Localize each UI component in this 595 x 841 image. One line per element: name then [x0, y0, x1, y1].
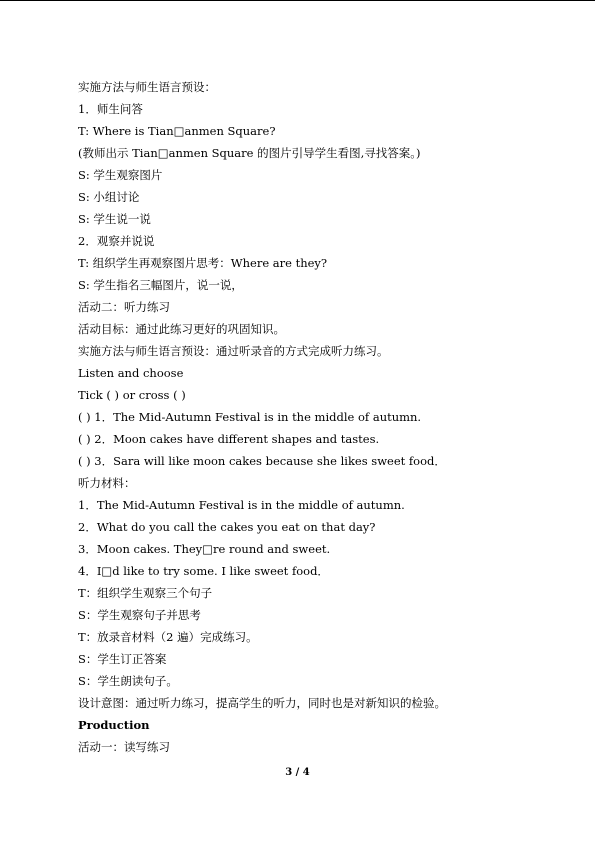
- line-student-think: S：学生观察句子并思考: [78, 608, 201, 622]
- line-activity-2-listening: 活动二：听力练习: [78, 300, 170, 314]
- line-exercise-3: ( ) 3．Sara will like moon cakes because she likes sweet food．: [78, 454, 446, 468]
- line-student-read-aloud: S：学生朗读句子。: [78, 674, 178, 688]
- line-tick-or-cross: Tick ( ) or cross ( ): [78, 388, 186, 402]
- line-student-say: S: 学生说一说: [78, 212, 151, 226]
- line-teacher-observe-sentences: T：组织学生观察三个句子: [78, 586, 213, 600]
- line-listen-and-choose: Listen and choose: [78, 366, 184, 380]
- line-implementation-heading: 实施方法与师生语言预设：: [78, 80, 216, 94]
- line-activity-1-reading-writing: 活动一：读写练习: [78, 740, 170, 754]
- line-production-heading: Production: [78, 718, 150, 732]
- line-step-1-qa: 1．师生问答: [78, 102, 143, 116]
- line-material-3: 3．Moon cakes. They□re round and sweet.: [78, 542, 331, 556]
- page-number: 3 / 4: [285, 767, 310, 778]
- top-border-rule: [0, 0, 595, 1]
- line-listening-material-heading: 听力材料：: [78, 476, 136, 490]
- line-group-discussion: S: 小组讨论: [78, 190, 140, 204]
- line-material-4: 4．I□d like to try some. I like sweet food．: [78, 564, 329, 578]
- line-activity-goal: 活动目标：通过此练习更好的巩固知识。: [78, 322, 285, 336]
- line-exercise-2: ( ) 2．Moon cakes have different shapes and tastes.: [78, 432, 380, 446]
- line-teacher-shows-picture: (教师出示 Tian□anmen Square 的图片引导学生看图,寻找答案。): [78, 146, 421, 160]
- document-body: [78, 76, 548, 758]
- line-material-2: 2．What do you call the cakes you eat on that day?: [78, 520, 376, 534]
- line-exercise-1: ( ) 1．The Mid-Autumn Festival is in the middle of autumn.: [78, 410, 422, 424]
- line-teacher-play-recording: T：放录音材料（2 遍）完成练习。: [78, 630, 258, 644]
- line-student-observe: S: 学生观察图片: [78, 168, 163, 182]
- line-design-intent: 设计意图：通过听力练习，提高学生的听力，同时也是对新知识的检验。: [78, 696, 446, 710]
- line-teacher-question: T: Where is Tian□anmen Square?: [78, 124, 276, 138]
- line-student-three-pictures: S: 学生指名三幅图片，说一说，: [78, 278, 243, 292]
- line-student-correct-answers: S：学生订正答案: [78, 652, 167, 666]
- line-step-2-observe: 2．观察并说说: [78, 234, 155, 248]
- line-teacher-where-are-they: T: 组织学生再观察图片思考：Where are they?: [78, 256, 328, 270]
- line-material-1: 1．The Mid-Autumn Festival is in the middle of autumn.: [78, 498, 405, 512]
- line-implementation-listening: 实施方法与师生语言预设：通过听录音的方式完成听力练习。: [78, 344, 389, 358]
